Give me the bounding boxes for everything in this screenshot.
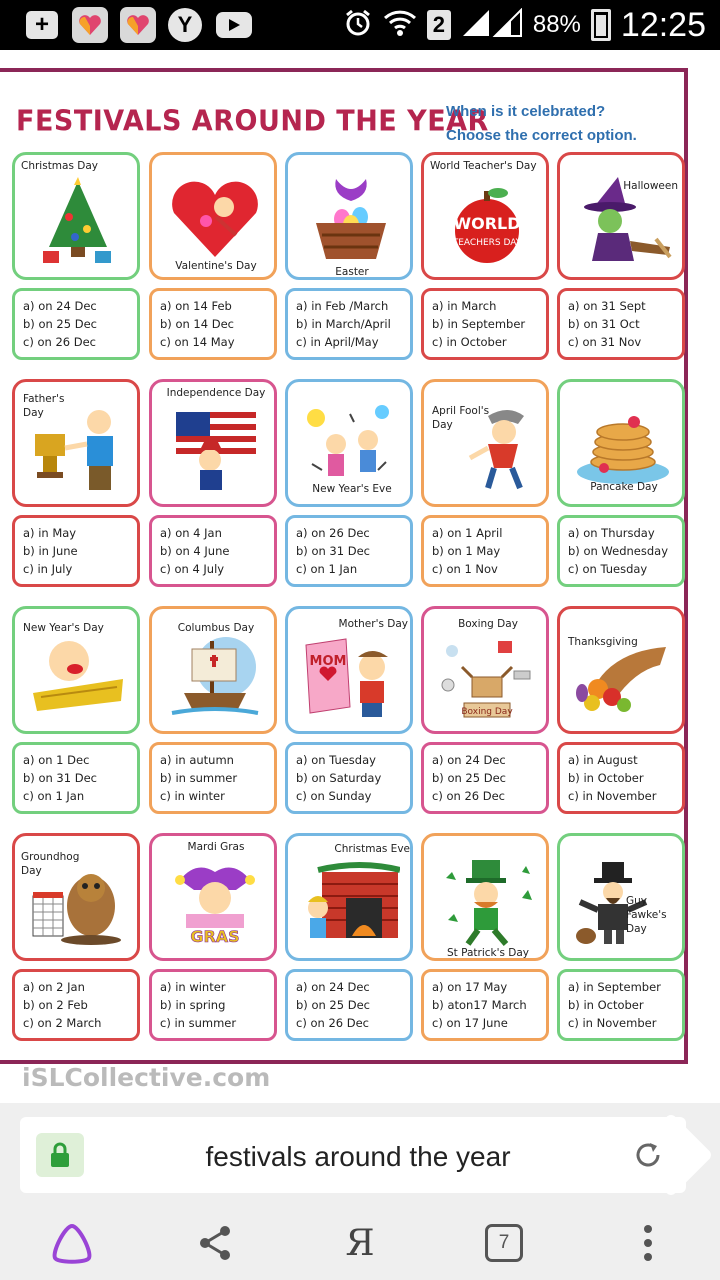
answer-option: b) on 1 May [432, 544, 501, 558]
yandex-icon[interactable]: Я [345, 1222, 375, 1264]
answer-option: b) in March/April [296, 317, 391, 331]
festival-label: Columbus Day [177, 622, 255, 634]
plus-notification-icon: + [26, 11, 58, 39]
answer-option: a) on Tuesday [296, 753, 376, 767]
answer-options [557, 288, 685, 360]
answer-option: b) in October [568, 771, 644, 785]
answer-options [421, 515, 549, 587]
web-content[interactable] [0, 50, 720, 1103]
festival-card [12, 833, 140, 961]
festival-label: St Patrick's Day [446, 947, 530, 959]
festival-card [285, 606, 413, 734]
answer-options [12, 742, 140, 814]
answer-option: c) on Tuesday [568, 562, 648, 576]
answer-option: c) in July [23, 562, 73, 576]
festival-card [557, 379, 685, 507]
answer-option: c) on Sunday [296, 789, 372, 803]
answer-options [285, 969, 413, 1041]
answer-options [557, 969, 685, 1041]
festival-illustration [166, 631, 264, 719]
answer-option: b) on 31 Dec [23, 771, 97, 785]
answer-options [421, 742, 549, 814]
answer-option: a) in March [432, 299, 497, 313]
answer-option: a) on 26 Dec [296, 526, 370, 540]
festival-illustration [166, 404, 264, 492]
browser-nav-bar [0, 1205, 720, 1280]
festival-label: Easter [335, 266, 369, 278]
festival-label: Father's Day [23, 393, 65, 419]
answer-options [285, 742, 413, 814]
answer-options [12, 515, 140, 587]
answer-option: c) in October [432, 335, 507, 349]
answer-option: c) on 26 Dec [432, 789, 505, 803]
instruction-line: When is it celebrated? [446, 103, 606, 120]
alarm-icon [343, 8, 373, 43]
answer-option: c) on 17 June [432, 1016, 508, 1030]
address-bar[interactable] [20, 1117, 686, 1193]
answer-options [285, 288, 413, 360]
answer-option: a) on 14 Feb [160, 299, 232, 313]
answer-option: b) in October [568, 998, 644, 1012]
address-text[interactable]: festivals around the year [205, 1141, 511, 1172]
festival-label: Boxing Day [458, 618, 518, 630]
answer-option: b) on 25 Dec [296, 998, 370, 1012]
festival-label: April Fool's Day [432, 405, 490, 431]
reload-icon[interactable] [630, 1137, 666, 1173]
festival-illustration [302, 631, 400, 719]
wifi-icon [383, 8, 417, 43]
answer-option: c) on 1 Jan [23, 789, 85, 803]
answer-option: b) on 4 June [160, 544, 230, 558]
answer-options [149, 742, 277, 814]
answer-option: b) on 14 Dec [160, 317, 234, 331]
festival-card [557, 152, 685, 280]
festival-label: Christmas Eve [334, 843, 410, 855]
address-bar-area [0, 1103, 720, 1205]
festival-card [421, 379, 549, 507]
festival-label: Guy Fawke's Day [626, 895, 667, 935]
answer-options [421, 969, 549, 1041]
festival-illustration [29, 177, 127, 265]
instruction-line: Choose the correct option. [446, 127, 637, 144]
festival-card [149, 152, 277, 280]
svg-text:TEACHERS DAY: TEACHERS DAY [452, 238, 522, 248]
answer-options [557, 515, 685, 587]
answer-option: c) on 14 May [160, 335, 235, 349]
festival-label: Thanksgiving [568, 636, 638, 648]
tabs-count: 7 [485, 1224, 523, 1262]
alice-assistant-icon[interactable] [48, 1219, 96, 1267]
answer-options [421, 288, 549, 360]
answer-options [149, 288, 277, 360]
answer-option: c) in April/May [296, 335, 379, 349]
answer-option: b) in June [23, 544, 78, 558]
answer-option: a) on 24 Dec [296, 980, 370, 994]
answer-options [149, 969, 277, 1041]
festival-illustration [438, 177, 536, 265]
status-bar [0, 0, 720, 50]
y-app-icon: Y [168, 8, 202, 42]
festival-card [557, 606, 685, 734]
clock: 12:25 [620, 5, 706, 44]
festival-label: New Year's Eve [312, 483, 392, 495]
answer-option: a) in September [568, 980, 661, 994]
answer-option: a) in winter [160, 980, 226, 994]
festival-illustration [166, 177, 264, 265]
festival-label: Halloween [623, 180, 678, 192]
festival-label: Mardi Gras [187, 841, 245, 853]
answer-option: b) on 31 Dec [296, 544, 370, 558]
answer-options [12, 288, 140, 360]
answer-option: c) on 26 Dec [23, 335, 96, 349]
festival-card [12, 379, 140, 507]
festival-card [285, 833, 413, 961]
answer-option: c) on 26 Dec [296, 1016, 369, 1030]
svg-text:GRAS: GRAS [190, 927, 240, 946]
festival-label: World Teacher's Day [430, 160, 537, 172]
festival-card [285, 152, 413, 280]
battery-icon [591, 9, 611, 41]
answer-option: a) on 24 Dec [23, 299, 97, 313]
festival-illustration [302, 404, 400, 492]
answer-option: a) in autumn [160, 753, 234, 767]
worksheet-instructions [446, 100, 686, 148]
festival-card [557, 833, 685, 961]
answer-option: c) in winter [160, 789, 225, 803]
festival-label: Christmas Day [21, 160, 99, 172]
festival-card [421, 606, 549, 734]
festival-illustration [302, 177, 400, 265]
answer-option: c) on 1 Jan [296, 562, 358, 576]
festival-label: Mother's Day [338, 618, 408, 630]
festival-card [149, 606, 277, 734]
answer-option: a) on Thursday [568, 526, 655, 540]
festival-illustration [302, 858, 400, 946]
answer-option: a) in August [568, 753, 638, 767]
festival-illustration [438, 631, 536, 719]
answer-option: b) on 31 Oct [568, 317, 640, 331]
answer-option: c) on 31 Nov [568, 335, 642, 349]
app-heart-icon-2 [120, 7, 156, 43]
svg-text:Boxing Day: Boxing Day [461, 707, 513, 717]
signal-icon [461, 8, 523, 43]
festival-card [285, 379, 413, 507]
answer-option: b) in spring [160, 998, 226, 1012]
answer-option: a) on 1 April [432, 526, 503, 540]
answer-option: a) on 1 Dec [23, 753, 90, 767]
answer-option: c) in summer [160, 1016, 237, 1030]
festival-card [421, 833, 549, 961]
sim-slot-badge: 2 [427, 10, 451, 40]
festival-illustration [574, 404, 672, 492]
festival-illustration [29, 631, 127, 719]
watermark: iSLCollective.com [22, 1063, 271, 1092]
festival-card [149, 379, 277, 507]
answer-option: a) on 2 Jan [23, 980, 85, 994]
festival-card [12, 606, 140, 734]
answer-option: c) in November [568, 1016, 657, 1030]
battery-percent: 88% [532, 11, 581, 38]
festival-illustration [166, 858, 264, 946]
answer-option: a) on 31 Sept [568, 299, 646, 313]
answer-option: a) in May [23, 526, 77, 540]
festival-label: Valentine's Day [175, 260, 257, 272]
answer-option: b) aton17 March [432, 998, 527, 1012]
festival-illustration [438, 858, 536, 946]
answer-option: a) on 17 May [432, 980, 508, 994]
answer-options [557, 742, 685, 814]
svg-text:WORLD: WORLD [453, 214, 521, 233]
worksheet-image [0, 68, 688, 1092]
app-heart-icon [72, 7, 108, 43]
answer-options [285, 515, 413, 587]
answer-option: c) on 2 March [23, 1016, 102, 1030]
answer-option: b) on 25 Dec [23, 317, 97, 331]
answer-option: b) on Wednesday [568, 544, 669, 558]
festival-card [12, 152, 140, 280]
answer-option: b) in September [432, 317, 526, 331]
answer-option: c) in November [568, 789, 657, 803]
share-icon[interactable] [191, 1219, 239, 1267]
answer-option: b) on 2 Feb [23, 998, 88, 1012]
festival-card [149, 833, 277, 961]
festival-label: Independence Day [166, 387, 266, 399]
festival-card [421, 152, 549, 280]
festival-label: Groundhog Day [21, 851, 80, 877]
answer-options [12, 969, 140, 1041]
answer-option: a) in Feb /March [296, 299, 389, 313]
answer-option: c) on 1 Nov [432, 562, 498, 576]
menu-icon[interactable] [624, 1219, 672, 1267]
tabs-button[interactable] [480, 1219, 528, 1267]
answer-option: c) on 4 July [160, 562, 225, 576]
youtube-icon [216, 12, 252, 38]
answer-options [149, 515, 277, 587]
worksheet-title: FESTIVALS AROUND THE YEAR [16, 105, 489, 138]
svg-text:MOM: MOM [309, 654, 347, 669]
festival-label: Pancake Day [590, 481, 658, 493]
answer-option: b) on Saturday [296, 771, 382, 785]
festival-label: New Year's Day [23, 622, 104, 634]
answer-option: a) on 24 Dec [432, 753, 506, 767]
answer-option: a) on 4 Jan [160, 526, 222, 540]
answer-option: b) on 25 Dec [432, 771, 506, 785]
answer-option: b) in summer [160, 771, 238, 785]
